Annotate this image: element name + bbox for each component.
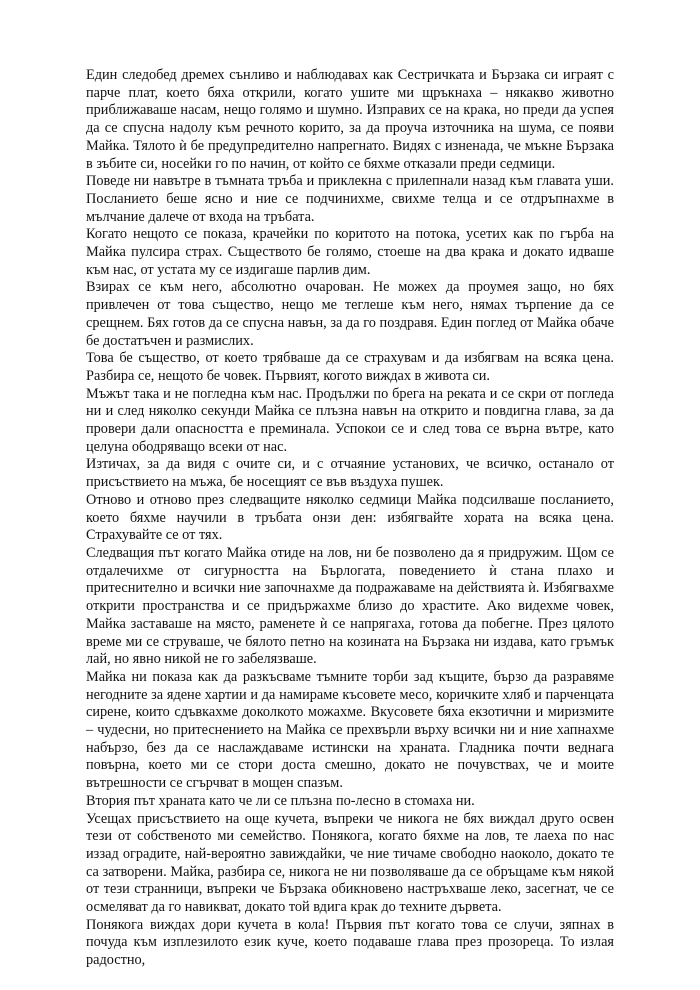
paragraph: Когато нещото се показа, крачейки по коритото на потока, усетих как по гърба на Майка пулсира страх. Съществото бе голямо, стоеше на два крака и докато идваше към нас, от устата му се издигаше парлив дим. bbox=[86, 226, 614, 278]
paragraph: Взирах се към него, абсолютно очарован. Не можех да проумея защо, но бях привлечен от това същество, нещо ме теглеше към него, нямах търпение да се срещнем. Бях готов да се спусна навън, за да го поздравя. Един поглед от Майка обаче бе достатъчен и размислих. bbox=[86, 279, 614, 349]
paragraph: Един следобед дремех сънливо и наблюдавах как Сестричката и Бързака си играят с парче плат, което бяха открили, когато ушите ми щръкнаха – някакво животно приближаваше насам, нещо голямо и шумно. Изправих се на крака, но преди да успея да се спусна надолу към речното корито, за да проуча източника на шума, се появи Майка. Тялото ѝ бе предупредително напрегнато. Видях с изненада, че мъкне Бързака в зъбите си, носейки го по начин, от който се бяхме отказали преди седмици. bbox=[86, 67, 614, 172]
paragraph: Майка ни показа как да разкъсваме тъмните торби зад къщите, бързо да разравяме негодните за ядене хартии и да намираме късовете месо, коричките хляб и парченцата сирене, които сдъвкахме доколкото можахме. Вкусовете бяха екзотични и миризмите – чудесни, но притеснението на Майка се прехвърли върху всички ни и ние хапнахме набързо, без да се наслаждаваме истински на храната. Гладника почти веднага повърна, което ми се стори доста смешно, докато не почувствах, че и моите вътрешности се сгърчват в мощен спазъм. bbox=[86, 668, 614, 792]
paragraph: Това бе същество, от което трябваше да се страхувам и да избягвам на всяка цена. Разбира се, нещото бе човек. Първият, когото виждах в живота си. bbox=[86, 350, 614, 384]
paragraph: Отново и отново през следващите няколко седмици Майка подсилваше посланието, което бяхме научили в тръбата онзи ден: избягвайте хората на всяка цена. Страхувайте се от тях. bbox=[86, 491, 614, 544]
paragraph: Втория път храната като че ли се плъзна по-лесно в стомаха ни. bbox=[86, 792, 475, 809]
paragraph: Изтичах, за да видя с очите си, и с отчаяние установих, че всичко, останало от присъствието на мъжа, бе носещият се във въздуха пушек. bbox=[86, 456, 614, 491]
paragraph: Следващия път когато Майка отиде на лов, ни бе позволено да я придружим. Щом се отдалечихме от сигурността на Бърлогата, поведението ѝ стана плахо и притеснително и всички ние започнахме да подражаваме на действията ѝ. Избягвахме открити пространства и се придържахме близо до храстите. Ако видехме човек, Майка заставаше на място, раменете ѝ се напрягаха, готова да побегне. През цялото време ми се струваше, че бялото петно на козината на Бързака ни издава, като гръмък лай, но явно никой не го забелязваше. bbox=[86, 544, 614, 668]
paragraph: Понякога виждах дори кучета в кола! Първия път когато това се случи, зяпнах в почуда към изплезилото език куче, което подаваше глава през прозореца. То излая радостно, bbox=[86, 916, 614, 969]
paragraph: Усещах присъствието на още кучета, въпреки че никога не бях виждал друго освен тези от собственото ми семейство. Понякога, когато бяхме на лов, те лаеха по нас иззад оградите, най-вероятно завиждайки, че ние тичаме свободно наоколо, докато те са затворени. Майка, разбира се, никога не ни позволяваше да се обръщаме към някой от тези странници, въпреки че Бързака обикновено настръхваше леко, засегнат, че се осмеляват да го навикват, докато той вдига крак до техните дървета. bbox=[86, 810, 614, 916]
paragraph: Поведе ни навътре в тъмната тръба и приклекна с прилепнали назад към главата уши. Посланието беше ясно и ние се подчинихме, свихме телца и се отдръпнахме в мълчание далече от входа на тръбата. bbox=[86, 173, 614, 225]
paragraph: Мъжът така и не погледна към нас. Продължи по брега на реката и се скри от погледа ни и след няколко секунди Майка се плъзна навън на открито и повдигна глава, за да провери дали опасността е преминала. Успокои се и след това се върна вътре, като целуна ободряващо всеки от нас. bbox=[86, 385, 614, 455]
document-body bbox=[86, 67, 614, 970]
